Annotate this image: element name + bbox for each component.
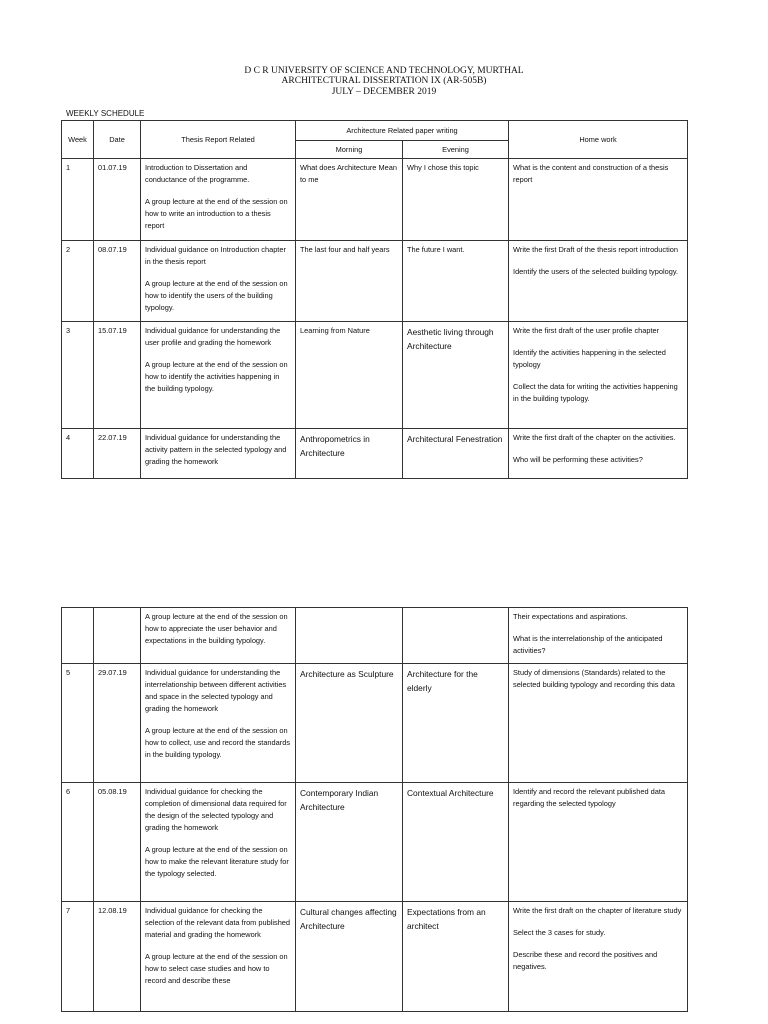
- week-cell: [62, 608, 94, 664]
- evening-cell: Expectations from an architect: [403, 902, 509, 1012]
- schedule-table-continued: [61, 607, 688, 1012]
- evening-cell: Contextual Architecture: [403, 783, 509, 902]
- morning-cell: The last four and half years: [296, 241, 403, 322]
- date-cell: 01.07.19: [94, 159, 141, 241]
- table-row: [62, 159, 688, 241]
- table-row: [62, 664, 688, 783]
- evening-cell: Architecture for the elderly: [403, 664, 509, 783]
- week-cell: 3: [62, 322, 94, 429]
- date-cell: [94, 608, 141, 664]
- morning-cell: Contemporary Indian Architecture: [296, 783, 403, 902]
- col-paper-writing: Architecture Related paper writing: [296, 121, 509, 141]
- table-row: [62, 608, 688, 664]
- col-morning: Morning: [296, 141, 403, 159]
- homework-cell: Write the first draft on the chapter of literature study Select the 3 cases for study. Describe these and record the positives and negatives.: [509, 902, 688, 1012]
- homework-cell: Write the first draft of the user profile chapter Identify the activities happening in the selected typology Collect the data for writing the activities happening in the building typology.: [509, 322, 688, 429]
- date-cell: 15.07.19: [94, 322, 141, 429]
- date-cell: 12.08.19: [94, 902, 141, 1012]
- week-cell: 5: [62, 664, 94, 783]
- col-evening: Evening: [403, 141, 509, 159]
- thesis-cell: Individual guidance for understanding the activity pattern in the selected typology and grading the homework: [141, 429, 296, 479]
- morning-cell: Learning from Nature: [296, 322, 403, 429]
- date-cell: 22.07.19: [94, 429, 141, 479]
- evening-cell: Aesthetic living through Architecture: [403, 322, 509, 429]
- thesis-cell: Individual guidance for understanding the interrelationship between different activities and space in the selected typology and grading the homework A group lecture at the end of the session on how to collect, use and record the standards in the building typology.: [141, 664, 296, 783]
- morning-cell: Cultural changes affecting Architecture: [296, 902, 403, 1012]
- homework-cell: Study of dimensions (Standards) related to the selected building typology and recording this data: [509, 664, 688, 783]
- week-cell: 2: [62, 241, 94, 322]
- homework-cell: Write the first Draft of the thesis report introduction Identify the users of the selected building typology.: [509, 241, 688, 322]
- university-name: D C R UNIVERSITY OF SCIENCE AND TECHNOLOGY, MURTHAL: [244, 66, 524, 76]
- thesis-cell: Individual guidance on Introduction chapter in the thesis report A group lecture at the end of the session on how to identify the users of the building typology.: [141, 241, 296, 322]
- evening-cell: [403, 608, 509, 664]
- homework-cell: What is the content and construction of a thesis report: [509, 159, 688, 241]
- evening-cell: Architectural Fenestration: [403, 429, 509, 479]
- homework-cell: Identify and record the relevant published data regarding the selected typology: [509, 783, 688, 902]
- semester-period: JULY – DECEMBER 2019: [331, 87, 437, 97]
- table-row: [62, 783, 688, 902]
- col-date: Date: [94, 121, 141, 159]
- col-homework: Home work: [509, 121, 688, 159]
- table-row: [62, 322, 688, 429]
- col-thesis: Thesis Report Related: [141, 121, 296, 159]
- morning-cell: [296, 608, 403, 664]
- table-row: [62, 429, 688, 479]
- thesis-cell: A group lecture at the end of the session on how to appreciate the user behavior and expectations in the building typology.: [141, 608, 296, 664]
- homework-cell: Their expectations and aspirations. What is the interrelationship of the anticipated activities?: [509, 608, 688, 664]
- week-cell: 7: [62, 902, 94, 1012]
- weekly-schedule-label: WEEKLY SCHEDULE: [66, 109, 145, 118]
- evening-cell: The future I want.: [403, 241, 509, 322]
- table-row: [62, 902, 688, 1012]
- table-row: [62, 241, 688, 322]
- morning-cell: Architecture as Sculpture: [296, 664, 403, 783]
- thesis-cell: Individual guidance for checking the selection of the relevant data from published material and grading the homework A group lecture at the end of the session on how to select case studies and how to record and describe these: [141, 902, 296, 1012]
- week-cell: 6: [62, 783, 94, 902]
- week-cell: 1: [62, 159, 94, 241]
- thesis-cell: Introduction to Dissertation and conductance of the programme. A group lecture at the end of the session on how to write an introduction to a thesis report: [141, 159, 296, 241]
- date-cell: 05.08.19: [94, 783, 141, 902]
- course-title: ARCHITECTURAL DISSERTATION IX (AR-505B): [281, 76, 487, 86]
- morning-cell: What does Architecture Mean to me: [296, 159, 403, 241]
- schedule-table-top: [61, 120, 688, 479]
- evening-cell: Why I chose this topic: [403, 159, 509, 241]
- morning-cell: Anthropometrics in Architecture: [296, 429, 403, 479]
- week-cell: 4: [62, 429, 94, 479]
- thesis-cell: Individual guidance for understanding the user profile and grading the homework A group lecture at the end of the session on how to identify the activities happening in the building typology.: [141, 322, 296, 429]
- thesis-cell: Individual guidance for checking the completion of dimensional data required for the design of the selected typology and grading the homework A group lecture at the end of the session on how to make the relevant literature study for the typology selected.: [141, 783, 296, 902]
- col-week: Week: [62, 121, 94, 159]
- date-cell: 29.07.19: [94, 664, 141, 783]
- date-cell: 08.07.19: [94, 241, 141, 322]
- homework-cell: Write the first draft of the chapter on the activities. Who will be performing these activities?: [509, 429, 688, 479]
